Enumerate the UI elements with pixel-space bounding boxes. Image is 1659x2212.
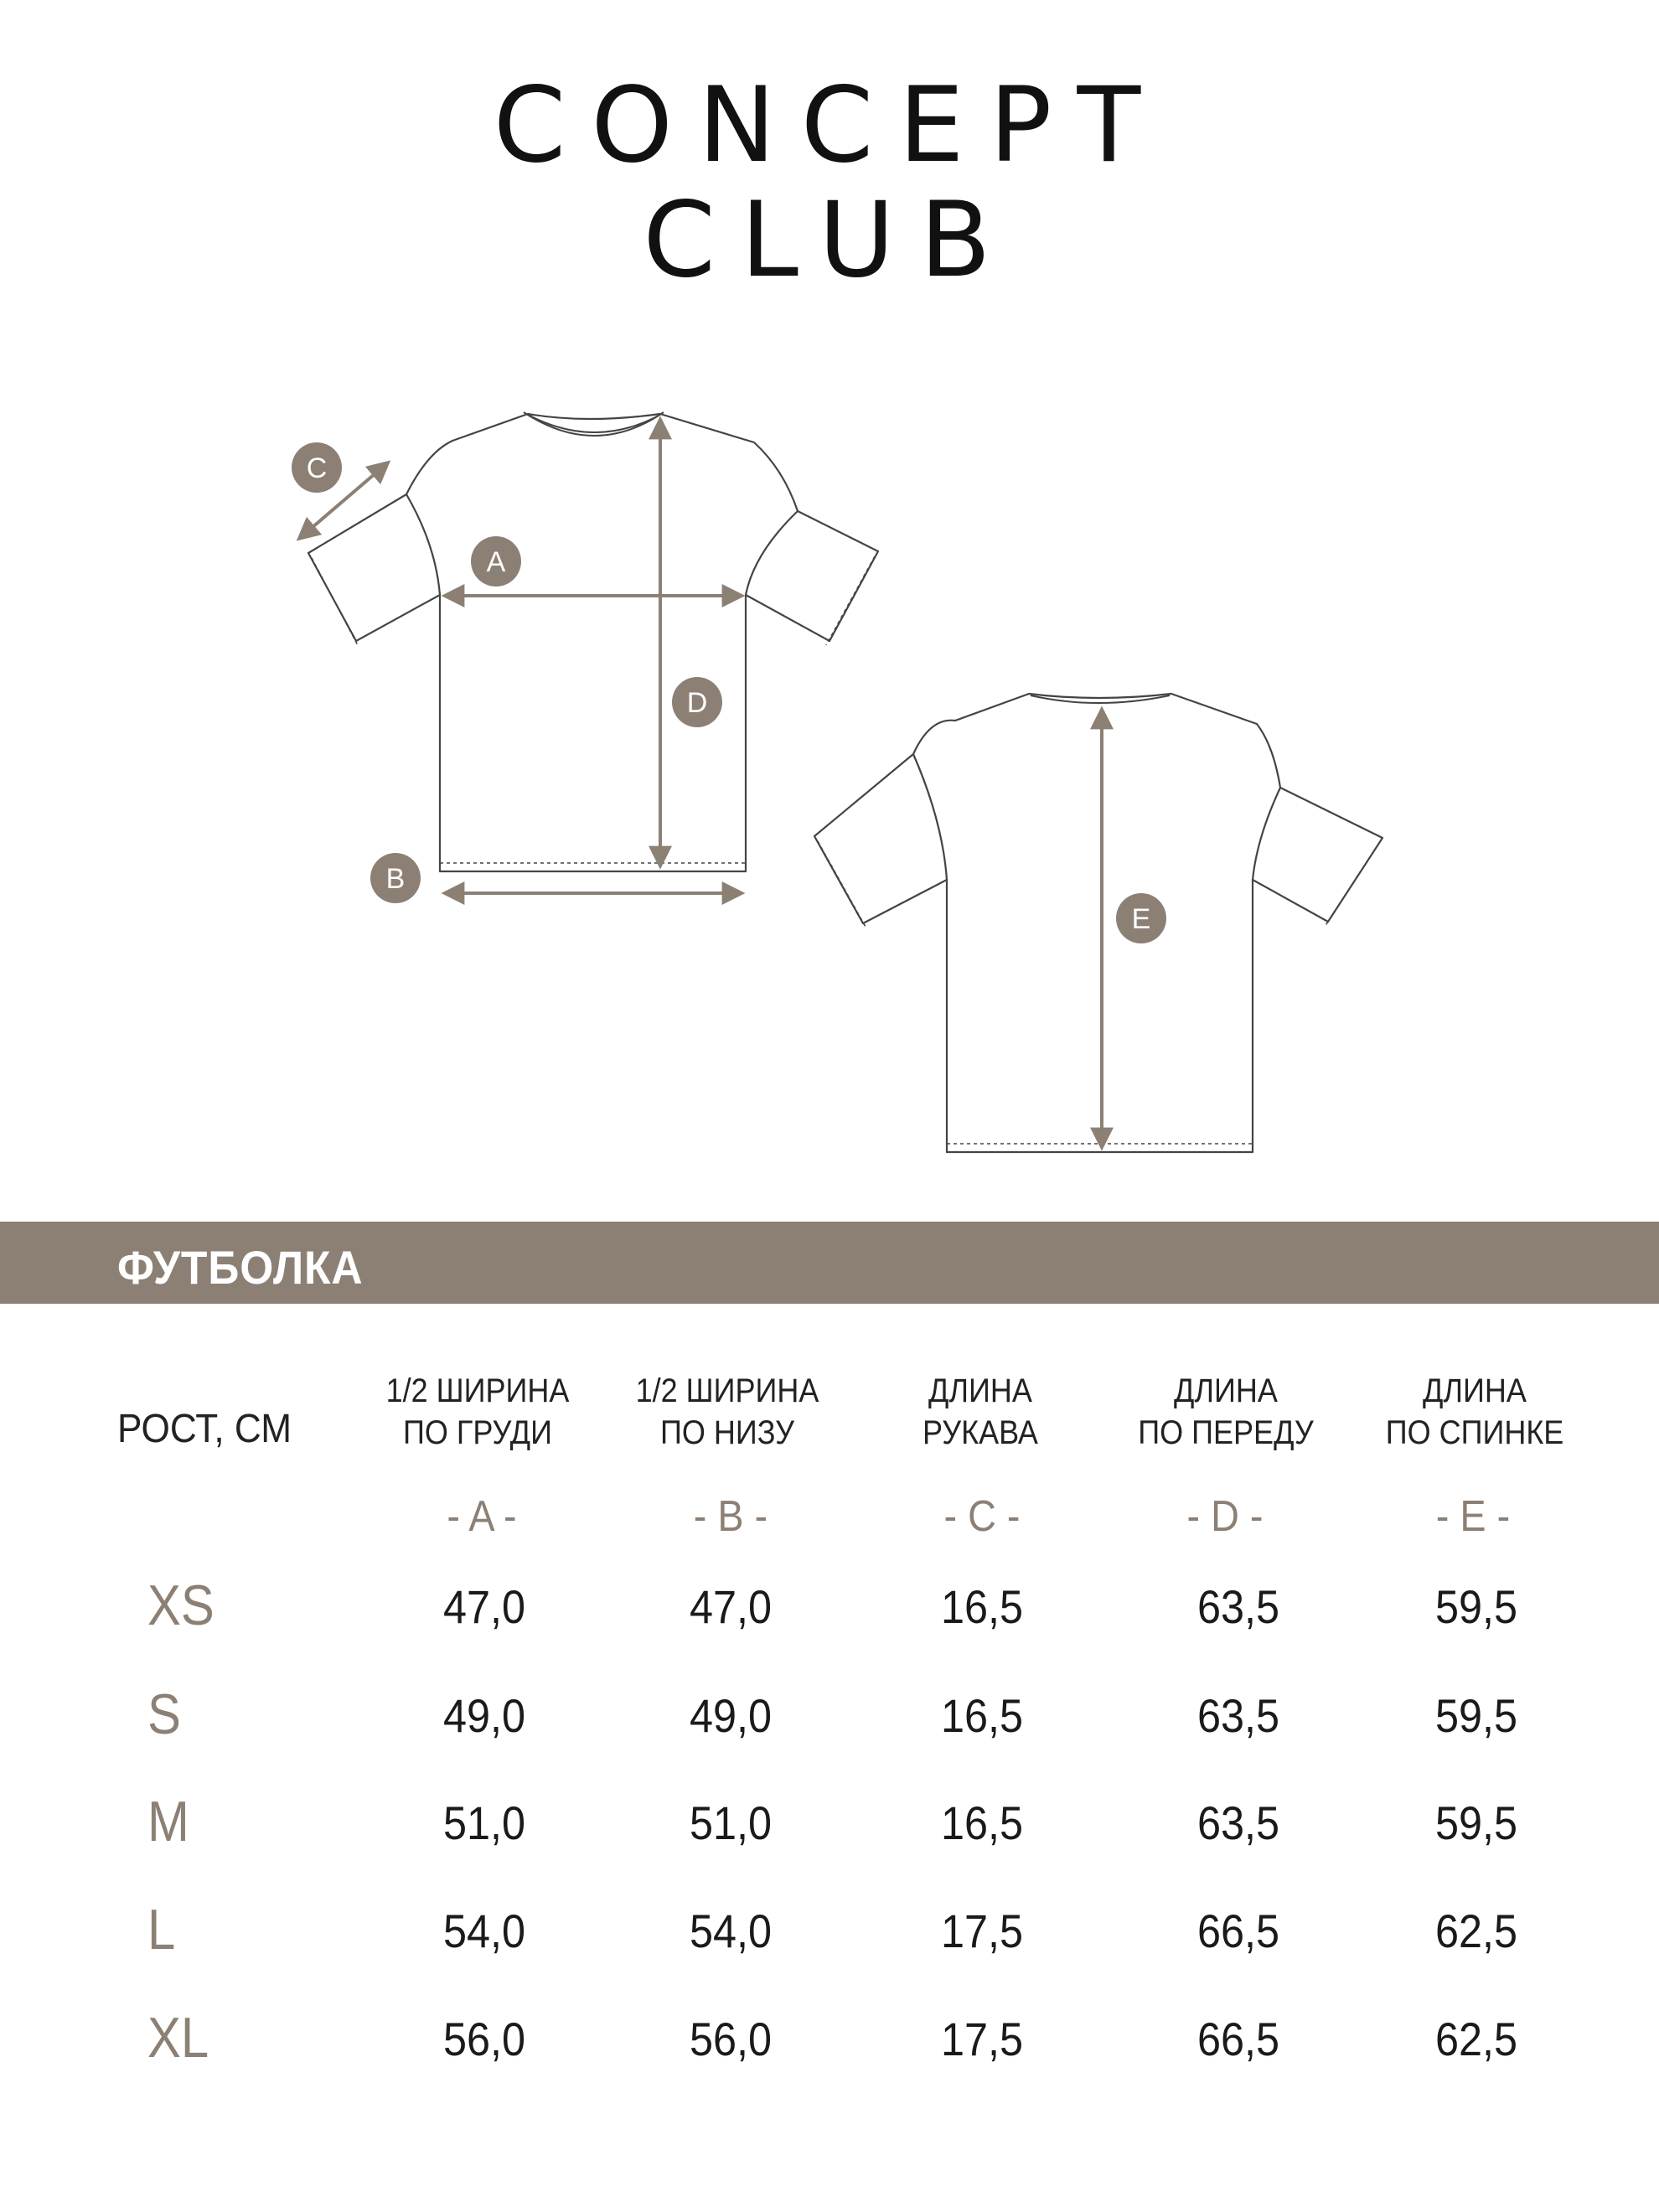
size-label: S bbox=[147, 1682, 181, 1746]
table-cell: 16,5 bbox=[940, 1580, 1024, 1633]
table-cell: 66,5 bbox=[1196, 2013, 1280, 2065]
size-label: XL bbox=[147, 2006, 209, 2070]
table-cell: 63,5 bbox=[1196, 1580, 1280, 1633]
column-letter-d: - D - bbox=[1186, 1492, 1264, 1541]
table-cell: 17,5 bbox=[940, 1904, 1024, 1957]
table-cell: 49,0 bbox=[689, 1689, 773, 1742]
size-label: L bbox=[147, 1898, 176, 1961]
size-column-header: РОСТ, СМ bbox=[117, 1407, 292, 1451]
column-header-e: ДЛИНА ПО СПИНКЕ bbox=[1385, 1372, 1564, 1451]
table-cell: 66,5 bbox=[1196, 1904, 1280, 1957]
svg-text:D: D bbox=[686, 687, 708, 719]
column-header-c: ДЛИНА РУКАВА bbox=[923, 1372, 1038, 1451]
table-cell: 51,0 bbox=[442, 1796, 526, 1849]
table-cell: 59,5 bbox=[1434, 1580, 1518, 1633]
marker-d bbox=[672, 677, 722, 727]
table-cell: 17,5 bbox=[940, 2013, 1024, 2065]
svg-text:C: C bbox=[306, 452, 328, 484]
table-cell: 49,0 bbox=[442, 1689, 526, 1742]
tshirt-back bbox=[814, 694, 1382, 1152]
table-cell: 62,5 bbox=[1434, 1904, 1518, 1957]
column-letter-b: - B - bbox=[693, 1492, 768, 1541]
column-header-d: ДЛИНА ПО ПЕРЕДУ bbox=[1138, 1372, 1314, 1451]
table-cell: 54,0 bbox=[689, 1904, 773, 1957]
brand-logo-line1: CONCEPT bbox=[493, 65, 1166, 186]
marker-b bbox=[370, 853, 421, 903]
size-label: XS bbox=[147, 1574, 214, 1637]
table-cell: 54,0 bbox=[442, 1904, 526, 1957]
table-cell: 63,5 bbox=[1196, 1796, 1280, 1849]
table-cell: 16,5 bbox=[940, 1796, 1024, 1849]
table-cell: 62,5 bbox=[1434, 2013, 1518, 2065]
table-cell: 47,0 bbox=[689, 1580, 773, 1633]
tshirt-front bbox=[308, 412, 878, 871]
table-cell: 47,0 bbox=[442, 1580, 526, 1633]
column-letter-e: - E - bbox=[1435, 1492, 1511, 1541]
column-header-a: 1/2 ШИРИНА ПО ГРУДИ bbox=[385, 1372, 570, 1451]
table-cell: 56,0 bbox=[442, 2013, 526, 2065]
section-band bbox=[0, 1222, 1659, 1304]
table-cell: 16,5 bbox=[940, 1689, 1024, 1742]
svg-text:E: E bbox=[1131, 903, 1151, 935]
svg-text:A: A bbox=[486, 546, 506, 578]
marker-e bbox=[1116, 893, 1166, 943]
svg-text:B: B bbox=[385, 863, 406, 895]
table-cell: 59,5 bbox=[1434, 1796, 1518, 1849]
column-header-b: 1/2 ШИРИНА ПО НИЗУ bbox=[635, 1372, 819, 1451]
section-title: ФУТБОЛКА bbox=[117, 1241, 364, 1294]
brand-logo-line2: CLUB bbox=[643, 180, 1016, 301]
tshirt-measurement-diagram bbox=[0, 352, 1659, 1190]
table-cell: 63,5 bbox=[1196, 1689, 1280, 1742]
table-cell: 51,0 bbox=[689, 1796, 773, 1849]
marker-c bbox=[292, 442, 342, 493]
size-label: M bbox=[147, 1790, 189, 1853]
column-letter-a: - A - bbox=[447, 1492, 517, 1541]
table-cell: 59,5 bbox=[1434, 1689, 1518, 1742]
table-cell: 56,0 bbox=[689, 2013, 773, 2065]
marker-a bbox=[471, 536, 521, 587]
column-letter-c: - C - bbox=[943, 1492, 1021, 1541]
